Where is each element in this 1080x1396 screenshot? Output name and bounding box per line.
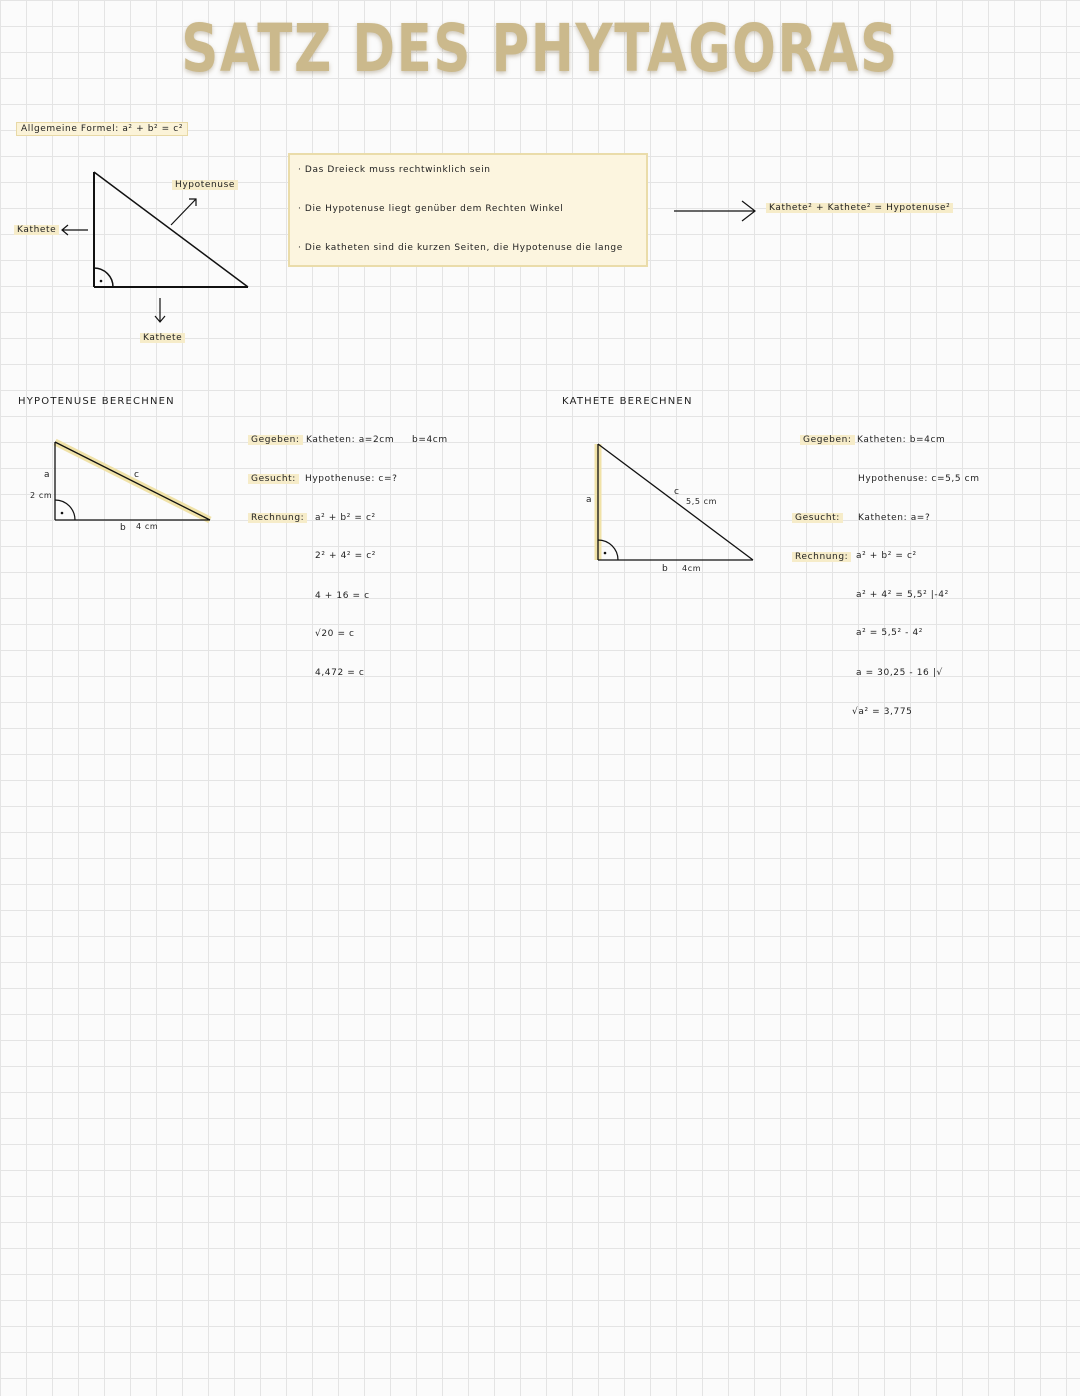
kathete-triangle [598,444,753,560]
kat-step-5: √a² = 3,775 [852,707,913,717]
kat-step-4: a = 30,25 - 16 |√ [856,668,943,678]
hyp-calc-label: Rechnung: [248,513,307,523]
hyp-sought-value: Hypothenuse: c=? [305,474,398,484]
kat-sought-value: Katheten: a=? [858,513,931,523]
label-kathete-left: Kathete [14,225,59,235]
arrow-to-bottom-kathete [155,298,165,322]
kat-step-3: a² = 5,5² - 4² [856,628,924,638]
hyp-step-2: 2² + 4² = c² [315,551,376,561]
kat-given-label: Gegeben: [800,435,855,445]
hypotenuse-triangle [55,442,210,520]
rule-line-3: · Die katheten sind die kurzen Seiten, die Hypotenuse die lange [298,243,623,253]
hyp-tri-label-c: c [134,470,140,480]
hyp-tri-label-b-value: 4 cm [136,522,159,531]
kat-tri-label-a: a [586,495,593,505]
rule-line-2: · Die Hypotenuse liegt genüber dem Rechten Winkel [298,204,564,214]
hyp-tri-label-b: b [120,523,127,533]
page-title: SATZ DES PHYTAGORAS [181,10,899,87]
heading-hypotenuse-berechnen: HYPOTENUSE BERECHNEN [18,396,175,407]
arrow-to-hypotenuse [171,199,196,225]
hyp-step-4: √20 = c [315,629,355,639]
hyp-given-label: Gegeben: [248,435,303,445]
hyp-sought-label: Gesucht: [248,474,299,484]
label-hypotenuse: Hypotenuse [172,180,238,190]
hyp-step-3: 4 + 16 = c [315,591,370,601]
kat-calc-label: Rechnung: [792,552,851,562]
rules-box [288,153,648,267]
kat-given-value-1: Katheten: b=4cm [857,435,946,445]
pythagoras-rule: Kathete² + Kathete² = Hypotenuse² [766,203,953,213]
kat-tri-label-b-value: 4cm [682,564,702,573]
hyp-given-value-2: b=4cm [412,435,448,445]
arrow-to-rule [674,201,755,221]
general-formula: Allgemeine Formel: a² + b² = c² [16,122,188,136]
hyp-given-value-1: Katheten: a=2cm [306,435,395,445]
label-kathete-bottom: Kathete [140,333,185,343]
arrow-to-left-kathete [62,225,88,235]
heading-kathete-berechnen: KATHETE BERECHNEN [562,396,693,407]
rule-line-1: · Das Dreieck muss rechtwinklich sein [298,165,491,175]
hyp-step-5: 4,472 = c [315,668,365,678]
hyp-step-1: a² + b² = c² [315,513,376,523]
kat-sought-label: Gesucht: [792,513,843,523]
hyp-tri-label-a-value: 2 cm [30,491,53,500]
kat-step-2: a² + 4² = 5,5² |-4² [856,590,949,600]
kat-tri-label-b: b [662,564,669,574]
kat-tri-label-c: c [674,487,680,497]
kat-given-value-2: Hypothenuse: c=5,5 cm [858,474,980,484]
hyp-tri-label-a: a [44,470,51,480]
kat-step-1: a² + b² = c² [856,551,917,561]
kat-tri-label-c-value: 5,5 cm [686,497,718,506]
